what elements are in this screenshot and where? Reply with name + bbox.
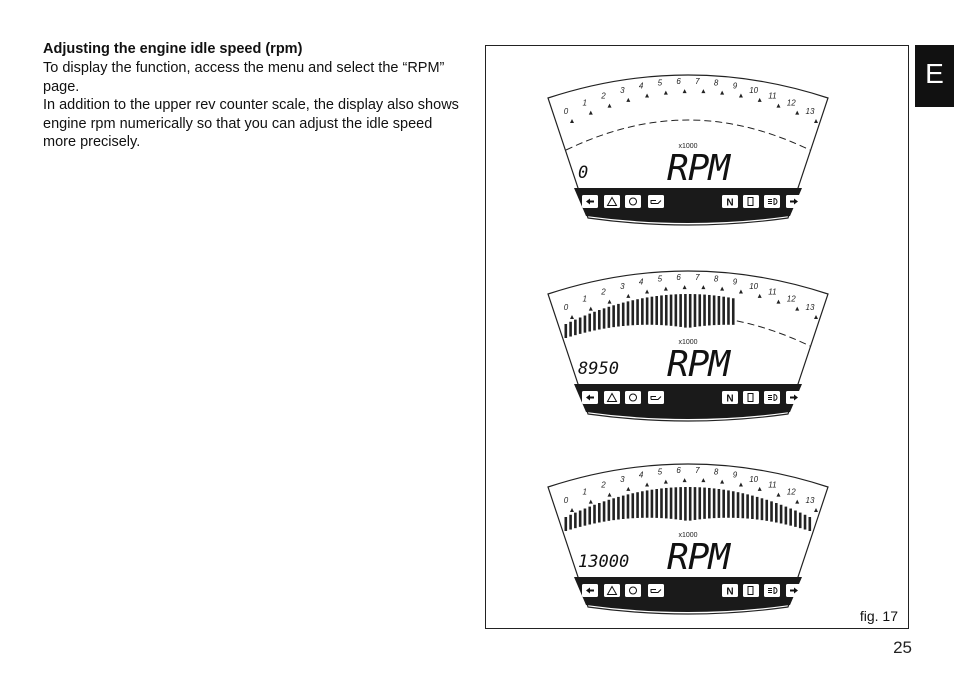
left-arrow-icon — [582, 391, 598, 404]
multiplier-label: x1000 — [678, 339, 698, 346]
icon-box — [625, 391, 641, 404]
oil-icon — [648, 584, 664, 597]
rpm-bar-segment — [622, 303, 625, 326]
multiplier-label: x1000 — [678, 532, 698, 539]
scale-number: 3 — [620, 85, 625, 95]
rpm-bar-segment — [780, 505, 783, 524]
neutral-glyph: N — [726, 393, 734, 405]
rpm-bar-segment — [593, 505, 596, 524]
scale-number: 8 — [713, 274, 719, 284]
rpm-bar-segment — [727, 490, 730, 517]
rpm-bar-segment — [584, 509, 587, 526]
rpm-bar-segment — [742, 493, 745, 518]
rpm-bar-segment — [694, 294, 697, 327]
dashboard-2 — [538, 256, 838, 426]
rpm-bar-segment — [675, 487, 678, 519]
rpm-bar-segment — [746, 494, 749, 518]
scale-number: 8 — [713, 467, 719, 477]
scale-number: 2 — [601, 91, 606, 101]
rpm-bar-segment — [713, 295, 716, 325]
icon-box — [743, 584, 759, 597]
scale-number: 11 — [768, 480, 777, 490]
scale-number: 7 — [695, 77, 700, 87]
scale-number: 0 — [563, 496, 569, 505]
headlight-icon — [764, 391, 780, 404]
scale-number: 13 — [805, 107, 815, 116]
rpm-bar-segment — [665, 488, 668, 518]
rpm-bar-segment — [603, 308, 606, 328]
scale-number: 2 — [601, 480, 606, 490]
scale-number: 12 — [786, 294, 796, 304]
rpm-bar-segment — [598, 503, 601, 522]
left-arrow-icon — [582, 584, 598, 597]
icon-box — [625, 195, 641, 208]
scale-number: 5 — [657, 274, 663, 284]
scale-number: 10 — [749, 85, 759, 95]
scale-number: 0 — [563, 303, 569, 312]
rpm-bar-segment — [809, 517, 812, 531]
rpm-bar-segment — [670, 488, 673, 519]
scale-number: 11 — [768, 91, 777, 101]
paragraph-1: To display the function, access the menu and select the “RPM” page. — [43, 60, 445, 95]
fuel-icon — [743, 584, 759, 597]
rpm-page-label: RPM — [666, 344, 730, 385]
scale-number: 2 — [601, 287, 606, 297]
engine-icon — [625, 391, 641, 404]
scale-number: 10 — [749, 474, 759, 484]
scale-number: 11 — [768, 287, 777, 297]
rpm-readout: 8950 — [578, 359, 619, 379]
figure-caption: fig. 17 — [859, 608, 898, 624]
rpm-bar-segment — [579, 318, 582, 334]
scale-number: 13 — [805, 496, 815, 505]
rpm-bar-segment — [665, 295, 668, 325]
rpm-bar-segment — [636, 492, 639, 518]
rpm-bar-segment — [579, 511, 582, 527]
rpm-bar-segment — [617, 304, 620, 327]
rpm-page-label: RPM — [666, 537, 730, 578]
rpm-bar-segment — [765, 500, 768, 521]
icon-box — [648, 584, 664, 597]
rpm-bar-segment — [598, 310, 601, 329]
rpm-bar-segment — [603, 501, 606, 521]
rpm-readout: 0 — [578, 163, 589, 183]
rpm-bar-segment — [608, 500, 611, 521]
rpm-bar-segment — [631, 493, 634, 518]
rpm-bar-segment — [588, 314, 591, 332]
rpm-bar-segment — [751, 496, 754, 519]
rpm-bar-segment — [641, 491, 644, 518]
neutral-icon — [722, 195, 738, 209]
scale-number: 7 — [695, 273, 700, 283]
rpm-bar-segment — [636, 299, 639, 325]
scale-number: 5 — [657, 467, 663, 477]
dashboard-3 — [538, 449, 838, 619]
icon-box — [648, 391, 664, 404]
rpm-bar-segment — [655, 489, 658, 518]
rpm-bar-segment — [698, 294, 701, 326]
warning-triangle-icon — [604, 391, 620, 404]
rpm-bar-segment — [593, 312, 596, 331]
section-heading: Adjusting the engine idle speed (rpm) — [43, 41, 303, 57]
rpm-bar-segment — [708, 295, 711, 325]
rpm-bar-segment — [804, 515, 807, 530]
right-arrow-icon — [786, 584, 802, 597]
rpm-bar-segment — [689, 294, 692, 328]
rpm-bar-segment — [646, 297, 649, 324]
rpm-bar-segment — [732, 298, 735, 325]
engine-icon — [625, 195, 641, 208]
rpm-bar-segment — [694, 487, 697, 520]
rpm-bar-segment — [727, 297, 730, 324]
scale-number: 5 — [657, 78, 663, 88]
rpm-bar-segment — [651, 297, 654, 325]
rpm-bar-segment — [732, 491, 735, 518]
scale-number: 9 — [732, 470, 738, 480]
scale-number: 3 — [620, 281, 625, 291]
rpm-bar-segment — [651, 490, 654, 518]
icon-box — [743, 391, 759, 404]
scale-number: 6 — [676, 77, 681, 87]
rpm-bar-segment — [756, 497, 759, 520]
rpm-bar-segment — [785, 507, 788, 525]
headlight-icon — [764, 195, 780, 208]
fuel-icon — [743, 391, 759, 404]
rpm-bar-segment — [722, 297, 725, 325]
rpm-bar-segment — [708, 488, 711, 518]
scale-number: 4 — [638, 81, 644, 91]
rpm-bar-segment — [660, 295, 663, 325]
rpm-bar-segment — [718, 489, 721, 518]
paragraph-2: In addition to the upper rev counter scale, the display also shows engine rpm numerically so that you can adjust the idle speed more precisely. — [43, 97, 459, 150]
warning-triangle-icon — [604, 584, 620, 597]
rpm-bar-segment — [608, 307, 611, 328]
rpm-bar-segment — [761, 498, 764, 520]
language-tab: E — [915, 45, 954, 107]
multiplier-label: x1000 — [678, 143, 698, 150]
scale-number: 7 — [695, 466, 700, 476]
scale-number: 1 — [582, 294, 587, 304]
neutral-icon — [722, 584, 738, 598]
rpm-bar-segment — [569, 515, 572, 530]
rpm-bar-segment — [789, 509, 792, 526]
scale-number: 9 — [732, 81, 738, 91]
rpm-bar-segment — [689, 487, 692, 521]
scale-number: 1 — [582, 487, 587, 497]
scale-number: 6 — [676, 273, 681, 283]
rpm-bar-segment — [588, 507, 591, 525]
rpm-bar-segment — [722, 490, 725, 518]
rpm-bar-segment — [655, 296, 658, 325]
rpm-readout: 13000 — [578, 552, 630, 572]
scale-number: 4 — [638, 277, 644, 287]
icon-box — [648, 195, 664, 208]
rpm-bar-segment — [641, 298, 644, 325]
neutral-glyph: N — [726, 586, 734, 598]
rpm-bar-segment — [646, 490, 649, 517]
rpm-bar-segment — [684, 487, 687, 521]
page-number: 25 — [893, 638, 912, 657]
scale-number: 0 — [563, 107, 569, 116]
rpm-bar-segment — [718, 296, 721, 325]
scale-number: 1 — [582, 98, 587, 108]
scale-number: 8 — [713, 78, 719, 88]
rpm-bar-segment — [799, 513, 802, 529]
oil-icon — [648, 391, 664, 404]
right-arrow-icon — [786, 391, 802, 404]
rpm-bar-segment — [770, 501, 773, 521]
scale-number: 6 — [676, 466, 681, 476]
rpm-bar-segment — [660, 488, 663, 518]
rpm-bar-segment — [617, 497, 620, 520]
rpm-bar-segment — [574, 320, 577, 336]
scale-number: 12 — [786, 98, 796, 108]
rpm-bar-segment — [612, 305, 615, 327]
scale-number: 10 — [749, 281, 759, 291]
rpm-bar-segment — [679, 294, 682, 327]
icon-box — [625, 584, 641, 597]
rpm-bar-segment — [679, 487, 682, 520]
neutral-icon — [722, 391, 738, 405]
rpm-bar-segment — [737, 492, 740, 518]
rpm-bar-segment — [565, 324, 568, 338]
right-arrow-icon — [786, 195, 802, 208]
rpm-bar-segment — [794, 511, 797, 527]
neutral-glyph: N — [726, 197, 734, 209]
scale-number: 3 — [620, 474, 625, 484]
rpm-bar-segment — [775, 503, 778, 522]
warning-triangle-icon — [604, 195, 620, 208]
rpm-bar-segment — [627, 494, 630, 518]
scale-number: 9 — [732, 277, 738, 287]
rpm-page-label: RPM — [666, 148, 730, 189]
rpm-bar-segment — [631, 300, 634, 325]
scale-number: 12 — [786, 487, 796, 497]
rpm-bar-segment — [698, 487, 701, 519]
rpm-bar-segment — [569, 322, 572, 337]
dashboard-1 — [538, 60, 838, 230]
fuel-icon — [743, 195, 759, 208]
headlight-icon — [764, 584, 780, 597]
rpm-bar-segment — [703, 488, 706, 519]
rpm-bar-segment — [622, 496, 625, 519]
rpm-bar-segment — [627, 301, 630, 325]
rpm-bar-segment — [584, 316, 587, 333]
figure-frame — [485, 45, 909, 629]
scale-number: 4 — [638, 470, 644, 480]
icon-box — [743, 195, 759, 208]
rpm-bar-segment — [703, 295, 706, 326]
rpm-bar-segment — [612, 498, 615, 520]
rpm-bar-segment — [565, 517, 568, 531]
rpm-bar-segment — [675, 294, 678, 326]
oil-icon — [648, 195, 664, 208]
text-column — [43, 40, 463, 152]
rpm-bar-segment — [574, 513, 577, 529]
rpm-bar-segment — [684, 294, 687, 328]
rpm-bar-segment — [713, 488, 716, 518]
scale-number: 13 — [805, 303, 815, 312]
rpm-bar-segment — [670, 295, 673, 326]
left-arrow-icon — [582, 195, 598, 208]
engine-icon — [625, 584, 641, 597]
